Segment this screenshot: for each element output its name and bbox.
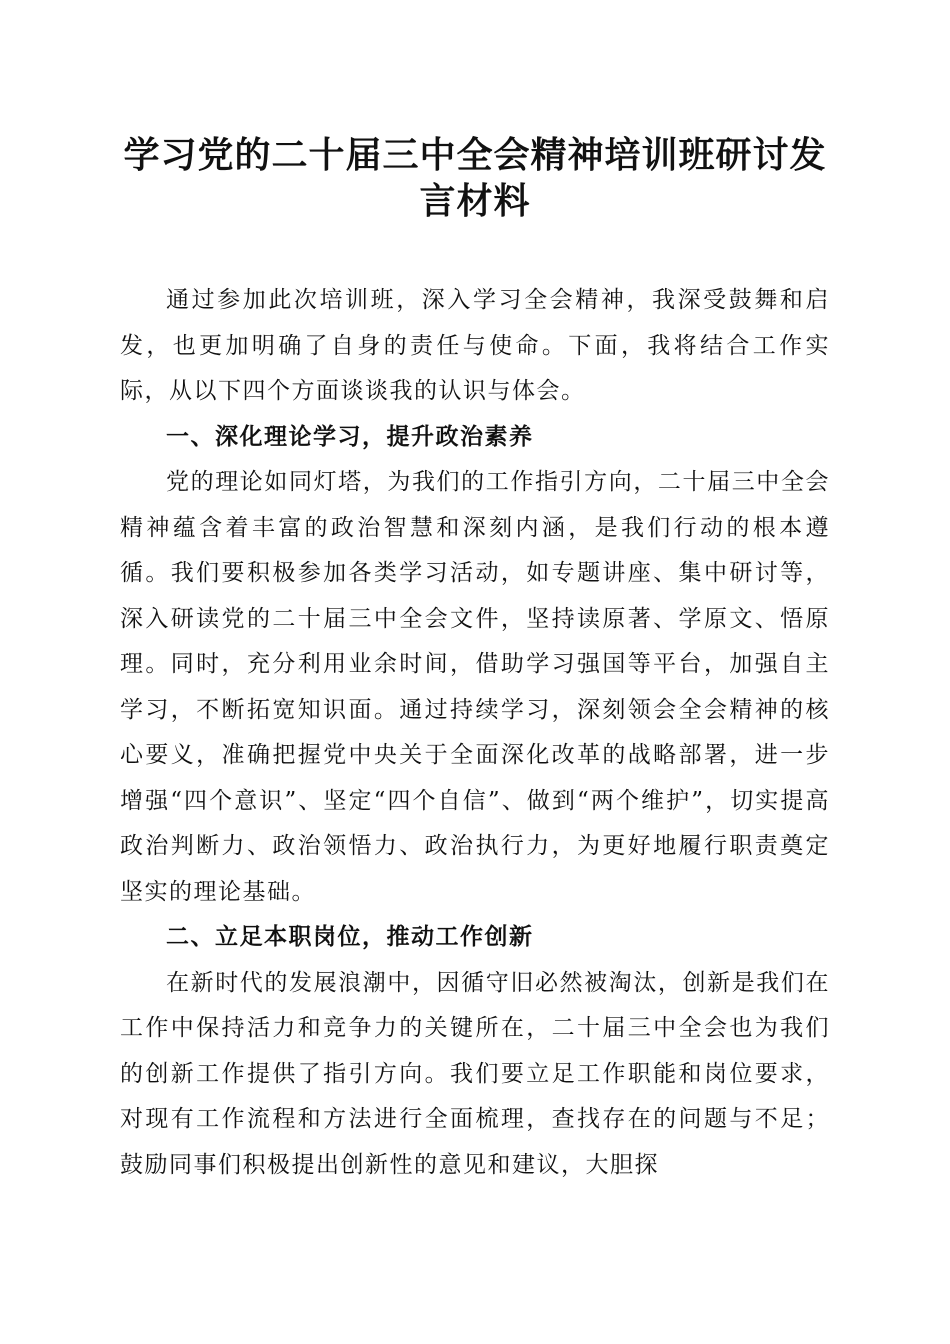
document-title: 学习党的二十届三中全会精神培训班研讨发言材料 [123,134,827,222]
section-heading-2: 二、立足本职岗位，推动工作创新 [166,924,534,950]
section-heading-1: 一、深化理论学习，提升政治素养 [166,423,534,450]
section-paragraph-1: 党的理论如同灯塔，为我们的工作指引方向，二十届三中全会精神蕴含着丰富的政治智慧和深刻内涵，是我们行动的根本遵循。我们要积极参加各类学习活动，如专题讲座、集中研讨等，深入研读党的二十届三中全会文件，坚持读原著、学原文、悟原理。同时，充分利用业余时间，借助学习强国等平台，加强自主学习，不断拓宽知识面。通过持续学习，深刻领会全会精神的核心要义，准确把握党中央关于全面深化改革的战略部署，进一步增强“四个意识”、坚定“四个自信”、做到“两个维护”，切实提高政治判断力、政治领悟力、政治执行力，为更好地履行职责奠定坚实的理论基础。 [120,469,830,905]
section-paragraph-2: 在新时代的发展浪潮中，因循守旧必然被淘汰，创新是我们在工作中保持活力和竞争力的关键所在，二十届三中全会也为我们的创新工作提供了指引方向。我们要立足工作职能和岗位要求，对现有工作流程和方法进行全面梳理，查找存在的问题与不足；鼓励同事们积极提出创新性的意见和建议，大胆探 [120,969,830,1178]
intro-paragraph: 通过参加此次培训班，深入学习全会精神，我深受鼓舞和启发，也更加明确了自身的责任与使命。下面，我将结合工作实际，从以下四个方面谈谈我的认识与体会。 [120,287,830,404]
document-body [120,278,830,1188]
